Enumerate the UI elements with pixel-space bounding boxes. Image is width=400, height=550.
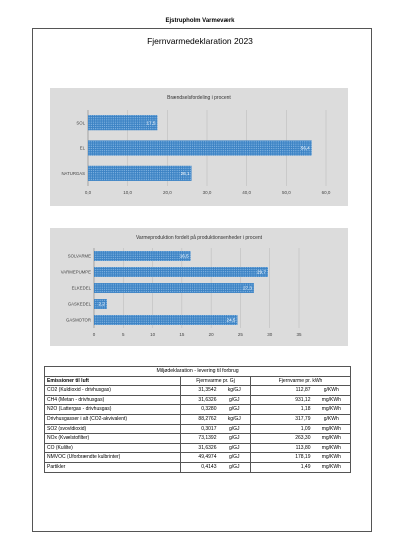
chart-title: Brændselsfordeling i procent bbox=[167, 95, 231, 101]
bar bbox=[94, 267, 268, 277]
unit-per-gj: g/GJ bbox=[219, 434, 251, 444]
category-label: ELKEDEL bbox=[71, 285, 91, 291]
table-row bbox=[45, 434, 351, 444]
unit-per-kwh: g/KWh bbox=[313, 414, 351, 424]
unit-per-gj: g/GJ bbox=[219, 462, 251, 472]
emission-name: N2O (Lattergas - drivhusgas) bbox=[45, 405, 181, 415]
category-label: GASMOTOR bbox=[66, 317, 91, 323]
unit-per-gj: g/GJ bbox=[219, 443, 251, 453]
table-row bbox=[45, 386, 351, 396]
bar bbox=[94, 283, 254, 293]
x-tick-label: 25 bbox=[237, 332, 243, 337]
unit-per-gj: kg/GJ bbox=[219, 414, 251, 424]
unit-per-gj: kg/GJ bbox=[219, 386, 251, 396]
unit-per-gj: g/GJ bbox=[219, 453, 251, 463]
header-emissions: Emissioner til luft bbox=[45, 376, 181, 386]
unit-per-kwh: mg/KWh bbox=[313, 434, 351, 444]
data-label: 27,3 bbox=[242, 285, 252, 291]
emissions-table bbox=[44, 366, 351, 473]
company-name: Ejstrupholm Varmeværk bbox=[165, 18, 235, 24]
value-per-kwh: 113,80 bbox=[251, 443, 313, 453]
value-per-kwh: 178,19 bbox=[251, 453, 313, 463]
category-label: EL bbox=[79, 145, 85, 151]
emission-name: CO (Kulilte) bbox=[45, 443, 181, 453]
emission-name: Partikler bbox=[45, 462, 181, 472]
bar bbox=[88, 166, 192, 181]
x-tick-label: 60,0 bbox=[321, 190, 331, 195]
table-row bbox=[45, 453, 351, 463]
x-tick-label: 15 bbox=[179, 332, 185, 337]
data-label: 29,7 bbox=[257, 269, 266, 275]
emission-name: CO2 (Kuldioxid - drivhusgas) bbox=[45, 386, 181, 396]
data-label: 26,1 bbox=[180, 170, 190, 176]
data-label: 56,4 bbox=[300, 145, 310, 151]
bar bbox=[88, 140, 312, 155]
table-row bbox=[45, 424, 351, 434]
value-per-gj: 0,4143 bbox=[181, 462, 219, 472]
value-per-gj: 31,6326 bbox=[181, 395, 219, 405]
table-row bbox=[45, 443, 351, 453]
x-tick-label: 35 bbox=[296, 332, 302, 337]
unit-per-kwh: mg/KWh bbox=[313, 443, 351, 453]
value-per-kwh: 263,30 bbox=[251, 434, 313, 444]
category-label: SOLVARME bbox=[67, 253, 91, 259]
category-label: NATURGAS bbox=[61, 170, 85, 176]
value-per-kwh: 317,79 bbox=[251, 414, 313, 424]
x-tick-label: 20 bbox=[208, 332, 214, 337]
value-per-kwh: 931,12 bbox=[251, 395, 313, 405]
unit-per-kwh: mg/KWh bbox=[313, 405, 351, 415]
data-label: 24,5 bbox=[226, 317, 236, 323]
declaration-title: Fjernvarmedeklaration 2023 bbox=[147, 36, 253, 46]
x-tick-label: 5 bbox=[122, 332, 125, 337]
value-per-kwh: 112,87 bbox=[251, 386, 313, 396]
table-caption-row bbox=[45, 367, 351, 377]
data-label: 17,5 bbox=[146, 120, 156, 126]
bar bbox=[94, 315, 238, 325]
value-per-kwh: 1,09 bbox=[251, 424, 313, 434]
x-tick-label: 50,0 bbox=[281, 190, 291, 195]
value-per-gj: 49,4974 bbox=[181, 453, 219, 463]
bar bbox=[94, 251, 191, 261]
emission-name: CH4 (Metan - drivhusgas) bbox=[45, 395, 181, 405]
table-header-row bbox=[45, 376, 351, 386]
chart-title: Varmeproduktion fordelt på produktionsenheder i procent bbox=[135, 235, 263, 241]
table-row bbox=[45, 414, 351, 424]
x-tick-label: 30 bbox=[267, 332, 273, 337]
unit-per-gj: g/GJ bbox=[219, 424, 251, 434]
value-per-gj: 88,2762 bbox=[181, 414, 219, 424]
unit-per-gj: g/GJ bbox=[219, 405, 251, 415]
category-label: SOL bbox=[76, 120, 85, 126]
data-label: 16,5 bbox=[179, 253, 189, 259]
unit-per-kwh: mg/KWh bbox=[313, 395, 351, 405]
emission-name: Drivhusgasser i alt (CO2-akvivalent) bbox=[45, 414, 181, 424]
table-row bbox=[45, 462, 351, 472]
data-label: 2,2 bbox=[98, 301, 105, 307]
value-per-kwh: 1,49 bbox=[251, 462, 313, 472]
value-per-gj: 0,3280 bbox=[181, 405, 219, 415]
table-caption: Miljødeklaration - levering til forbrug bbox=[45, 367, 351, 377]
value-per-kwh: 1,18 bbox=[251, 405, 313, 415]
x-tick-label: 10 bbox=[150, 332, 156, 337]
value-per-gj: 31,6326 bbox=[181, 443, 219, 453]
table-row bbox=[45, 405, 351, 415]
table-row bbox=[45, 395, 351, 405]
unit-per-kwh: mg/KWh bbox=[313, 462, 351, 472]
value-per-gj: 0,3017 bbox=[181, 424, 219, 434]
x-tick-label: 0,0 bbox=[84, 190, 92, 195]
value-per-gj: 73,1392 bbox=[181, 434, 219, 444]
unit-per-kwh: g/KWh bbox=[313, 386, 351, 396]
x-tick-label: 20,0 bbox=[162, 190, 172, 195]
x-tick-label: 30,0 bbox=[202, 190, 212, 195]
category-label: GASKEDEL bbox=[67, 301, 91, 307]
emission-name: NOx (Kvælstofilter) bbox=[45, 434, 181, 444]
x-tick-label: 40,0 bbox=[242, 190, 252, 195]
emission-name: SO2 (svovldioxid) bbox=[45, 424, 181, 434]
value-per-gj: 31,3542 bbox=[181, 386, 219, 396]
category-label: VARMEPUMPE bbox=[60, 269, 91, 275]
emission-name: NMVOC (Uforbrændte kulbrinter) bbox=[45, 453, 181, 463]
header-per-kwh: Fjernvarme pr. kWh bbox=[251, 376, 351, 386]
unit-per-gj: g/GJ bbox=[219, 395, 251, 405]
x-tick-label: 10,0 bbox=[123, 190, 133, 195]
unit-per-kwh: mg/KWh bbox=[313, 424, 351, 434]
unit-per-kwh: mg/KWh bbox=[313, 453, 351, 463]
x-tick-label: 0 bbox=[92, 332, 96, 337]
header-per-gj: Fjernvarme pr. Gj bbox=[181, 376, 251, 386]
